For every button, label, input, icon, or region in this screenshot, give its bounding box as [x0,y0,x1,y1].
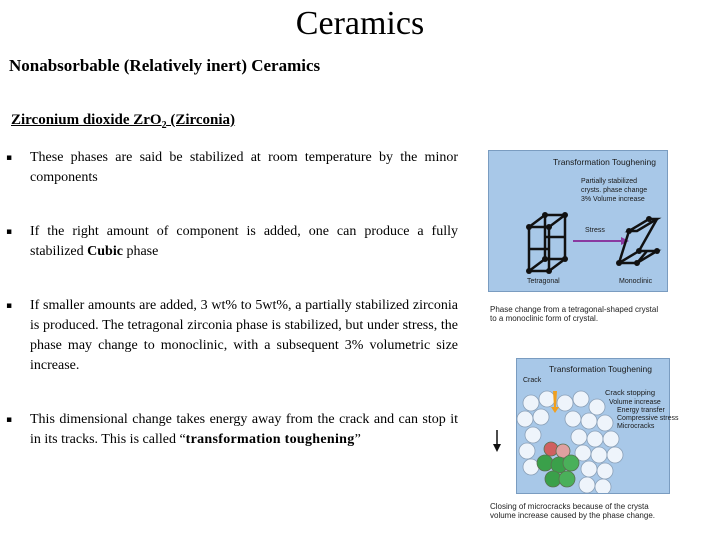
bullet-4 [6,410,458,450]
figure1-note-line: 3% Volume increase [581,196,645,203]
figure2-stopping-item: Compressive stress [617,415,679,422]
figure1-arrow-label: Stress [585,227,605,234]
bullet-marker: ▪ [6,415,13,425]
bullet-marker: ▪ [6,153,13,163]
figure1-caption-line: to a monoclinic form of crystal. [490,314,599,323]
bullet-text [30,410,458,450]
figure1-caption [490,305,658,323]
bullet-1 [6,148,458,188]
figure1-caption-line: Phase change from a tetragonal-shaped crystal [490,305,659,314]
bullet-text [30,222,458,262]
figure2-caption-line: Closing of microcracks because of the crysta [490,502,649,511]
section-prefix: Zirconium dioxide Zr [11,112,150,128]
bullet-2 [6,222,458,262]
bullet-3 [6,296,458,376]
figure2-caption-line: volume increase caused by the phase change. [490,511,655,520]
figure1-drawing [489,151,667,291]
tetragonal-crystal-icon [529,215,565,271]
bullet-marker: ▪ [6,227,13,237]
bullet-bold: transformation toughening [185,432,355,447]
section-subscript: 2 [161,120,167,131]
bullet-text-before: This dimensional change takes energy away from the crack and can stop it in its tracks. This is called “ [30,412,458,447]
figure2-stopping-title: Crack stopping [605,388,656,397]
bullet-text: These phases are said be stabilized at room temperature by the minor components [30,150,458,185]
figure1-title: Transformation Toughening [553,157,657,167]
figure1-note-line: Partially stabilized [581,178,638,185]
stress-arrow-icon [573,237,629,245]
figure2-title: Transformation Toughening [549,364,653,374]
slide-title: Ceramics [295,5,425,42]
transformed-particles [537,442,579,487]
figure-phase-change [488,150,668,292]
figure2-stopping-item: Energy transfer [617,407,665,414]
figure1-note-line: crysts. phase change [581,187,648,194]
section-suffix: (Zirconia) [166,112,236,128]
figure1-left-label: Tetragonal [527,278,560,285]
monoclinic-crystal-icon [619,219,657,263]
section-heading [11,112,235,131]
bullet-marker: ▪ [6,301,13,311]
bullet-text-before: If the right amount of component is added, one can produce a fully stabilized [30,224,458,259]
direction-arrow-icon [492,430,502,457]
figure2-stopping-item: Volume increase [609,399,661,406]
bullet-text-after: ” [354,432,361,447]
bullet-bold: Cubic [87,244,123,259]
figure-crack-stopping [516,358,679,494]
figure2-crack-label: Crack [523,377,542,384]
bullet-text: If smaller amounts are added, 3 wt% to 5wt%, a partially stabilized zirconia is produced. The tetragonal zirconia phase is stabilized, but under stress, the phase may change to monoclinic, with a subsequent 3% volumetric size increase. [30,298,458,373]
figure1-right-label: Monoclinic [619,278,653,285]
figure2-caption [490,502,655,520]
tetragonal-nodes [526,212,568,274]
slide-subtitle: Nonabsorbable (Relatively inert) Ceramics [9,56,321,75]
figure2-drawing [517,359,669,493]
figure2-stopping-item: Microcracks [617,423,655,430]
bullet-text-after: phase [122,244,159,259]
section-oxygen: O [149,112,162,128]
